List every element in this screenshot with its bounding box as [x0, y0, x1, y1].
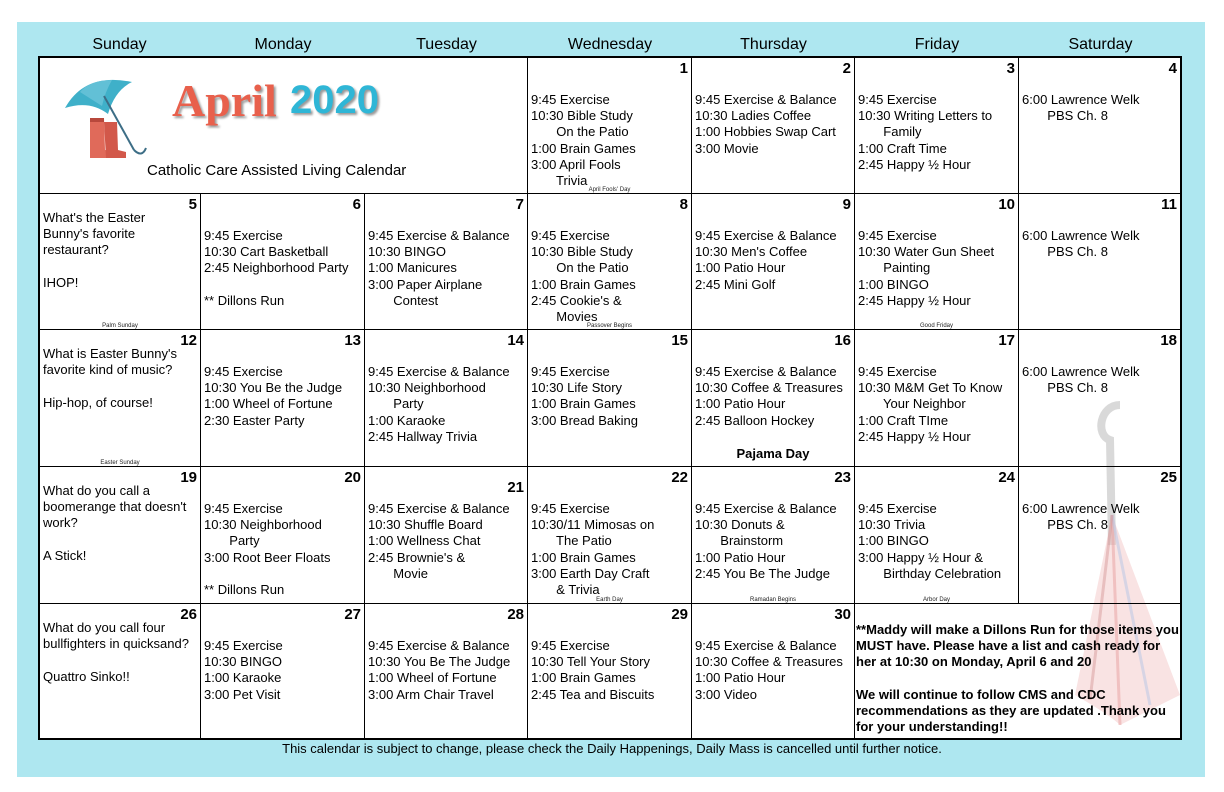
- day-number: 28: [507, 606, 524, 623]
- day-cell-7: [365, 194, 528, 330]
- day-events: 6:00 Lawrence Welk PBS Ch. 8: [1022, 228, 1140, 260]
- day-cell-16: [692, 330, 855, 467]
- day-events: 9:45 Exercise 10:30 BINGO 1:00 Karaoke 3:00 Pet Visit: [204, 638, 283, 702]
- holiday-label: Earth Day: [596, 597, 623, 603]
- day-header-saturday: Saturday: [1068, 36, 1133, 53]
- day-events: 9:45 Exercise & Balance 10:30 Men's Coffee 1:00 Patio Hour 2:45 Mini Golf: [695, 228, 837, 292]
- day-events: 9:45 Exercise 10:30 Neighborhood Party 3:00 Root Beer Floats ** Dillons Run: [204, 501, 331, 598]
- day-cell-21: [365, 467, 528, 604]
- day-events: 9:45 Exercise 10:30 Water Gun Sheet Painting 1:00 BINGO 2:45 Happy ½ Hour: [858, 228, 995, 308]
- day-events: 9:45 Exercise & Balance 10:30 Shuffle Board 1:00 Wellness Chat 2:45 Brownie's & Movie: [368, 501, 510, 581]
- pajama-day-label: Pajama Day: [736, 446, 810, 461]
- day-cell-11: [1019, 194, 1180, 330]
- day-cell-18: [1019, 330, 1180, 467]
- day-number: 9: [842, 196, 851, 213]
- notice-dillons-run: **Maddy will make a Dillons Run for those items you MUST have. Please have a list and cash ready for her at 10:30 on Monday, April 6 and 20: [856, 622, 1179, 670]
- day-number: 16: [834, 332, 851, 349]
- day-cell-26: [40, 604, 201, 738]
- day-cell-22: [528, 467, 692, 604]
- footer-note: This calendar is subject to change, please check the Daily Happenings, Daily Mass is cancelled until further notice.: [282, 741, 942, 756]
- day-cell-19: [40, 467, 201, 604]
- day-events: 9:45 Exercise & Balance 10:30 Ladies Coffee 1:00 Hobbies Swap Cart 3:00 Movie: [695, 92, 837, 156]
- day-events: 9:45 Exercise 10:30 Tell Your Story 1:00 Brain Games 2:45 Tea and Biscuits: [531, 638, 655, 702]
- day-events: 9:45 Exercise 10:30 Bible Study On the Patio 1:00 Brain Games 3:00 April Fools Trivia: [531, 92, 636, 189]
- day-cell-28: [365, 604, 528, 738]
- title-cell: [40, 58, 528, 194]
- day-number: 4: [1168, 60, 1177, 77]
- day-number: 10: [998, 196, 1015, 213]
- holiday-label: Passover Begins: [586, 323, 633, 329]
- day-cell-6: [201, 194, 365, 330]
- day-number: 29: [671, 606, 688, 623]
- day-number: 19: [180, 469, 197, 486]
- title-month: April: [172, 75, 277, 126]
- day-number: 8: [679, 196, 688, 213]
- day-events: 6:00 Lawrence Welk PBS Ch. 8: [1022, 364, 1140, 396]
- day-number: 5: [188, 196, 197, 213]
- day-events: 9:45 Exercise & Balance 10:30 You Be The Judge 1:00 Wheel of Fortune 3:00 Arm Chair Travel: [368, 638, 511, 702]
- day-cell-13: [201, 330, 365, 467]
- day-events: 9:45 Exercise & Balance 10:30 Donuts & Brainstorm 1:00 Patio Hour 2:45 You Be The Judge: [695, 501, 837, 581]
- day-events: 9:45 Exercise & Balance 10:30 Coffee & Treasures 1:00 Patio Hour 2:45 Balloon Hockey: [695, 364, 843, 428]
- holiday-label: April Fools' Day: [588, 187, 631, 193]
- calendar-subtitle: Catholic Care Assisted Living Calendar: [147, 162, 407, 179]
- easter-joke: What's the Easter Bunny's favorite restaurant? IHOP!: [43, 210, 146, 290]
- notice-box: [856, 622, 1182, 751]
- day-number: 30: [834, 606, 851, 623]
- day-header-friday: Friday: [914, 36, 960, 53]
- easter-joke: What do you call a boomerange that doesn't work? A Stick!: [43, 483, 187, 563]
- holiday-label: Good Friday: [919, 323, 953, 329]
- day-events: 9:45 Exercise 10:30 Writing Letters to Family 1:00 Craft Time 2:45 Happy ½ Hour: [858, 92, 993, 172]
- day-header-thursday: Thursday: [740, 36, 807, 53]
- day-cell-23: [692, 467, 855, 604]
- day-events: 9:45 Exercise 10:30 M&M Get To Know Your Neighbor 1:00 Craft TIme 2:45 Happy ½ Hour: [858, 364, 1003, 444]
- day-header-wednesday: Wednesday: [567, 36, 653, 53]
- day-header-sunday: Sunday: [92, 36, 147, 53]
- day-header-tuesday: Tuesday: [416, 36, 477, 53]
- day-number: 18: [1160, 332, 1177, 349]
- day-number: 14: [507, 332, 524, 349]
- day-number: 2: [842, 60, 851, 77]
- day-cell-8: [528, 194, 692, 330]
- day-number: 24: [998, 469, 1015, 486]
- day-number: 11: [1161, 196, 1177, 213]
- day-events: 9:45 Exercise & Balance 10:30 Neighborhood Party 1:00 Karaoke 2:45 Hallway Trivia: [368, 364, 510, 444]
- day-cell-29: [528, 604, 692, 738]
- day-number: 23: [834, 469, 851, 486]
- day-events: 9:45 Exercise & Balance 10:30 BINGO 1:00 Manicures 3:00 Paper Airplane Contest: [368, 228, 510, 308]
- day-events: 9:45 Exercise 10:30 Trivia 1:00 BINGO 3:00 Happy ½ Hour & Birthday Celebration: [858, 501, 1002, 581]
- holiday-label: Palm Sunday: [102, 323, 138, 329]
- day-events: 9:45 Exercise 10:30/11 Mimosas on The Patio 1:00 Brain Games 3:00 Earth Day Craft & Trivia: [531, 501, 655, 598]
- day-number: 1: [679, 60, 688, 77]
- day-events: 9:45 Exercise 10:30 You Be the Judge 1:00 Wheel of Fortune 2:30 Easter Party: [204, 364, 343, 428]
- day-cell-5: [40, 194, 201, 330]
- day-number: 20: [344, 469, 361, 486]
- day-cell-10: [855, 194, 1019, 330]
- day-number: 6: [352, 196, 361, 213]
- day-events: 9:45 Exercise 10:30 Bible Study On the Patio 1:00 Brain Games 2:45 Cookie's & Movies: [531, 228, 636, 325]
- day-events: 6:00 Lawrence Welk PBS Ch. 8: [1022, 501, 1140, 533]
- notice-cms-cdc: We will continue to follow CMS and CDC recommendations as they are updated .Thank you for your understanding!!: [856, 686, 1166, 735]
- day-number: 15: [671, 332, 688, 349]
- day-cell-20: [201, 467, 365, 604]
- holiday-label: Arbor Day: [922, 597, 950, 603]
- day-cell-4: [1019, 58, 1180, 194]
- day-cell-3: [855, 58, 1019, 194]
- title-year: 2020: [290, 78, 379, 122]
- day-cell-1: [528, 58, 692, 194]
- day-cell-12: [40, 330, 201, 467]
- holiday-label: Easter Sunday: [100, 460, 140, 466]
- day-header-monday: Monday: [254, 36, 312, 53]
- day-number: 3: [1006, 60, 1015, 77]
- day-cell-27: [201, 604, 365, 738]
- day-cell-30: [692, 604, 855, 738]
- day-cell-15: [528, 330, 692, 467]
- day-events: 6:00 Lawrence Welk PBS Ch. 8: [1022, 92, 1140, 124]
- day-number: 12: [180, 332, 197, 349]
- day-cell-24: [855, 467, 1019, 604]
- day-number: 17: [998, 332, 1015, 349]
- day-number: 13: [344, 332, 361, 349]
- day-number: 7: [515, 196, 524, 213]
- easter-joke: What do you call four bullfighters in quicksand? Quattro Sinko!!: [43, 620, 189, 684]
- day-number: 22: [671, 469, 688, 486]
- day-cell-2: [692, 58, 855, 194]
- day-events: 9:45 Exercise 10:30 Life Story 1:00 Brain Games 3:00 Bread Baking: [531, 364, 638, 428]
- day-events: 9:45 Exercise & Balance 10:30 Coffee & Treasures 1:00 Patio Hour 3:00 Video: [695, 638, 843, 702]
- day-cell-9: [692, 194, 855, 330]
- day-number: 27: [344, 606, 361, 623]
- day-cell-14: [365, 330, 528, 467]
- day-cell-17: [855, 330, 1019, 467]
- day-number: 25: [1160, 469, 1177, 486]
- day-number: 21: [507, 479, 524, 496]
- day-events: 9:45 Exercise 10:30 Cart Basketball 2:45 Neighborhood Party ** Dillons Run: [204, 228, 349, 308]
- easter-joke: What is Easter Bunny's favorite kind of music? Hip-hop, of course!: [43, 346, 177, 410]
- holiday-label: Ramadan Begins: [749, 597, 797, 603]
- day-cell-25: [1019, 467, 1180, 604]
- day-number: 26: [180, 606, 197, 623]
